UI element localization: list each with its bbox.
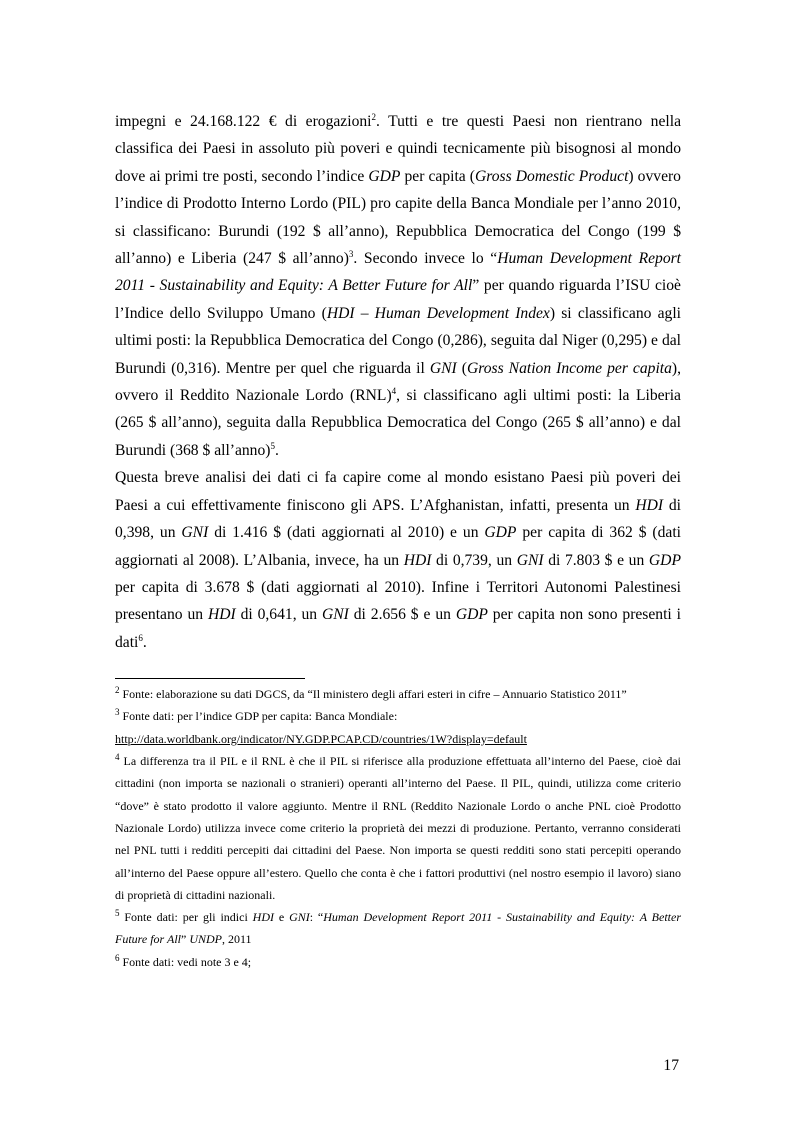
text: di 2.656 $ e un bbox=[348, 606, 456, 624]
text: per capita di 362 $ (dati aggiornati al 2008). L’Albania, invece, ha un bbox=[115, 524, 681, 569]
text: . bbox=[142, 633, 147, 651]
report-title: Human Development Report 2011 - Sustainability and Equity: A Better Future for All bbox=[115, 910, 681, 947]
footnote-ref-2[interactable]: 2 bbox=[371, 111, 376, 122]
footnote-divider bbox=[115, 678, 305, 679]
text: di 1.416 $ (dati aggiornati al 2010) e un bbox=[208, 524, 485, 542]
text: impegni e 24.168.122 € di erogazioni bbox=[115, 113, 372, 130]
paragraph-1 bbox=[115, 108, 681, 464]
term-undp: UNDP bbox=[189, 932, 222, 947]
footnote-number: 2 bbox=[115, 685, 120, 696]
text: di 0,398, un bbox=[115, 496, 681, 542]
footnote-ref-6[interactable]: 6 bbox=[138, 632, 143, 643]
worldbank-link[interactable]: http://data.worldbank.org/indicator/NY.GDP.PCAP.CD/countries/1W?display=default bbox=[115, 731, 527, 746]
text: ) si classificano agli ultimi posti: la Repubblica Democratica del Congo (0,286), seguita dal Niger (0,295) e dal Burundi (0,316). Mentre per quel che riguarda il bbox=[115, 304, 681, 377]
footnote-text: Fonte dati: per gli indici bbox=[119, 910, 253, 925]
footnote-ref-5[interactable]: 5 bbox=[270, 440, 275, 451]
text: di 7.803 $ e un bbox=[543, 551, 649, 569]
text: per capita di 3.678 $ (dati aggiornati al 2010). Infine i Territori Autonomi Palestinesi presentano un bbox=[115, 578, 681, 624]
report-title: Human Development Report 2011 - Sustainability and Equity: A Better Future for All bbox=[115, 250, 682, 295]
term-gdp-full: Gross Domestic Product bbox=[475, 167, 629, 185]
text: ), ovvero il Reddito Nazionale Lordo (RNL) bbox=[115, 359, 682, 405]
footnote-number: 5 bbox=[115, 908, 120, 919]
term-hdi: HDI bbox=[252, 910, 274, 925]
term-hdi: HDI bbox=[207, 606, 236, 624]
text: ” per quando riguarda l’ISU cioè l’Indice dello Sviluppo Umano ( bbox=[115, 277, 681, 322]
term-gni: GNI bbox=[516, 551, 544, 569]
footnote-4 bbox=[115, 750, 681, 906]
text: , si classificano agli ultimi posti: la Liberia (265 $ all’anno), seguita dalla Repubblica Democratica del Congo (265 $ all’anno) e dal Burundi (368 $ all’anno) bbox=[115, 387, 681, 459]
footnote-number: 3 bbox=[115, 707, 120, 718]
term-gni: GNI bbox=[429, 359, 457, 377]
footnote-text: : “ bbox=[309, 910, 324, 925]
text: ( bbox=[456, 359, 467, 377]
footnote-5 bbox=[115, 906, 681, 951]
footnote-3 bbox=[115, 705, 681, 750]
text: . Secondo invece lo “ bbox=[353, 250, 498, 268]
footnote-2 bbox=[115, 683, 681, 705]
term-gni: GNI bbox=[289, 910, 310, 925]
footnote-text: Fonte dati: vedi note 3 e 4; bbox=[119, 954, 252, 969]
term-gni: GNI bbox=[322, 606, 349, 624]
term-gdp: GDP bbox=[484, 524, 517, 542]
footnote-text: Fonte: elaborazione su dati DGCS, da “Il ministero degli affari esteri in cifre – Annuario Statistico 2011” bbox=[119, 687, 627, 702]
text: . Tutti e tre questi Paesi non rientrano nella classifica dei Paesi in assoluto più poveri e quindi tecnicamente più bisognosi al mondo dove ai primi tre posti, secondo l’indice bbox=[115, 113, 681, 185]
text: per capita non sono presenti i dati bbox=[115, 606, 681, 651]
footnote-number: 6 bbox=[115, 952, 120, 963]
term-gdp: GDP bbox=[368, 167, 401, 185]
footnote-number: 4 bbox=[115, 752, 120, 763]
footnote-text: , 2011 bbox=[222, 932, 252, 947]
paragraph-2 bbox=[115, 464, 681, 656]
footnote-ref-3[interactable]: 3 bbox=[348, 248, 354, 259]
text: di 0,641, un bbox=[235, 606, 322, 624]
footnote-text: Fonte dati: per l’indice GDP per capita: Banca Mondiale: bbox=[119, 709, 398, 724]
term-gdp: GDP bbox=[648, 551, 681, 569]
page-content bbox=[115, 108, 681, 973]
footnote-text: e bbox=[274, 910, 290, 925]
term-hdi: HDI bbox=[635, 496, 664, 514]
text: ) ovvero l’indice di Prodotto Interno Lordo (PIL) pro capite della Banca Mondiale per l’anno 2010, si classificano: Burundi (192 $ all’anno), Repubblica Democratica del Congo (199 $ all’anno) e Liberia (247 $ all’anno) bbox=[115, 167, 681, 268]
text: di 0,739, un bbox=[431, 551, 517, 569]
footnote-ref-4[interactable]: 4 bbox=[391, 385, 397, 396]
footnote-text: ” bbox=[181, 932, 190, 947]
term-gdp: GDP bbox=[455, 606, 488, 624]
term-gni-full: Gross Nation Income per capita bbox=[466, 359, 672, 377]
footnote-text: La differenza tra il PIL e il RNL è che il PIL si riferisce alla produzione effettuata all’interno del Paese, cioè dai cittadini (non importa se nazionali o stranieri) operanti all’interno del Paese. Il PIL, quindi, utilizza come criterio “dove” è stato prodotto il valore aggiunto. Mentre il RNL (Reddito Nazionale Lordo o anche PNL cioè Prodotto Nazionale Lordo) utilizza invece come criterio la proprietà dei mezzi di produzione. Pertanto, verranno considerati nel PNL tutti i redditi percepiti dai cittadini del Paese. Non importa se questi redditi sono stati percepiti operando all’interno del Paese oppure all’estero. Quello che conta è che i fattori produttivi (nel nostro esempio il lavoro) siano di proprietà di cittadini nazionali. bbox=[115, 754, 681, 902]
page-number: 17 bbox=[663, 1057, 679, 1074]
text: . bbox=[274, 441, 279, 459]
footnote-6 bbox=[115, 951, 681, 973]
text: per capita ( bbox=[400, 167, 475, 185]
term-hdi-full: HDI – Human Development Index bbox=[326, 304, 550, 322]
term-hdi: HDI bbox=[403, 551, 432, 569]
text: Questa breve analisi dei dati ci fa capire come al mondo esistano Paesi più poveri dei Paesi a cui effettivamente finiscono gli APS. L’Afghanistan, infatti, presenta un bbox=[115, 469, 681, 514]
term-gni: GNI bbox=[181, 524, 209, 542]
